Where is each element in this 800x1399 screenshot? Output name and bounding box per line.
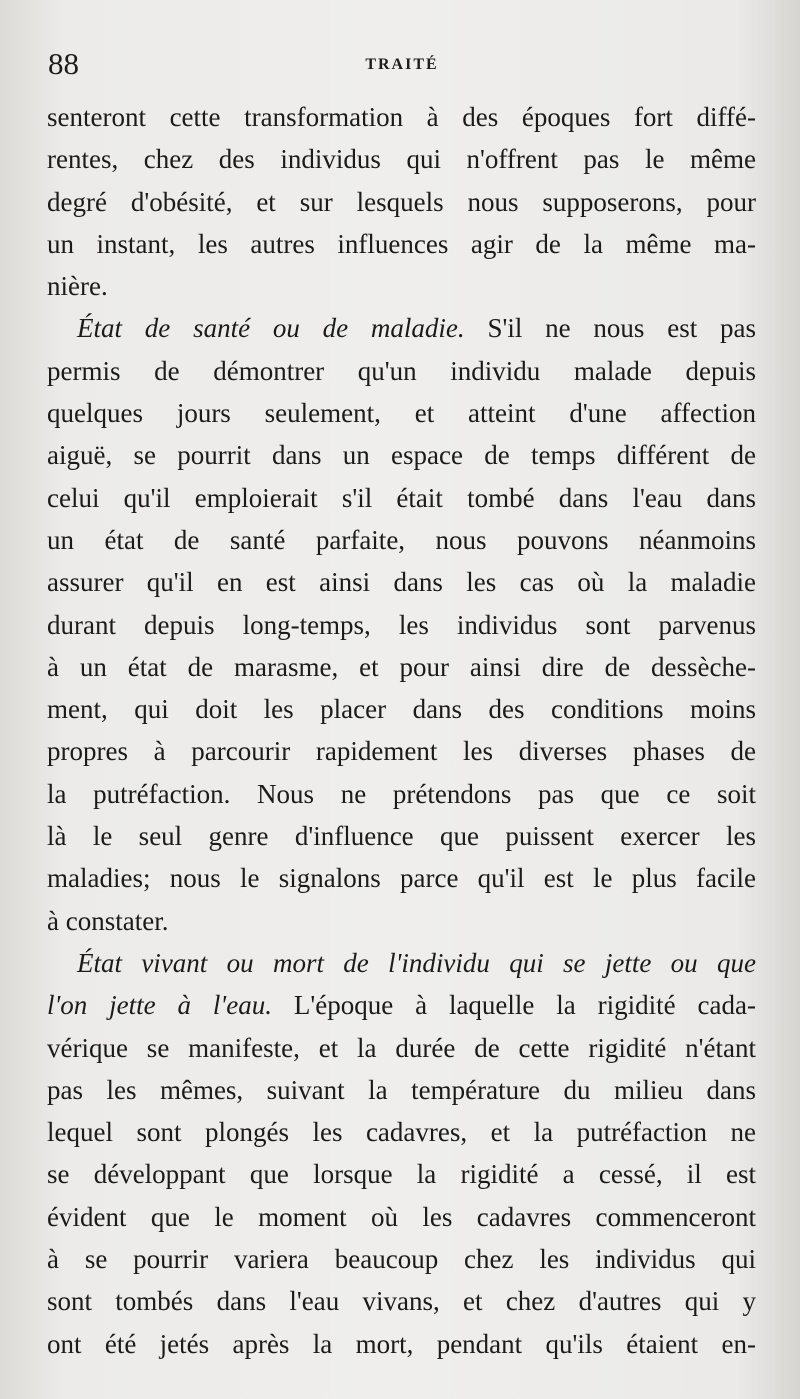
text-line: propres à parcourir rapidement les diverses phases de bbox=[47, 736, 756, 767]
text-line: évident que le moment où les cadavres commenceront bbox=[47, 1201, 756, 1232]
body-text bbox=[47, 96, 756, 1365]
text-line: rentes, chez des individus qui n'offrent pas le même bbox=[47, 144, 756, 175]
text-line: durant depuis long-temps, les individus sont parvenus bbox=[47, 609, 756, 640]
text-line: la putréfaction. Nous ne prétendons pas que ce soit bbox=[47, 778, 756, 809]
section-heading-line: l'on jette à l'eau. L'époque à laquelle la rigidité cada- bbox=[47, 990, 756, 1021]
running-head: TRAITÉ bbox=[365, 56, 439, 73]
text-line: lequel sont plongés les cadavres, et la putréfaction ne bbox=[47, 1117, 756, 1148]
text-line: à constater. bbox=[47, 905, 169, 936]
text-line: ont été jetés après la mort, pendant qu'ils étaient en- bbox=[47, 1328, 756, 1359]
text-line: ment, qui doit les placer dans des conditions moins bbox=[47, 694, 756, 725]
text-line: aiguë, se pourrit dans un espace de temps différent de bbox=[47, 440, 756, 471]
text-line: celui qu'il emploierait s'il était tombé dans l'eau dans bbox=[47, 482, 756, 513]
section-heading-line bbox=[47, 942, 756, 984]
text-line: vérique se manifeste, et la durée de cette rigidité n'étant bbox=[47, 1032, 756, 1063]
text-line: pas les mêmes, suivant la température du milieu dans bbox=[47, 1074, 756, 1105]
section-heading: État de santé ou de maladie. bbox=[77, 313, 465, 344]
text-line: là le seul genre d'influence que puissent exercer les bbox=[47, 821, 756, 852]
text-line: senteront cette transformation à des époques fort diffé- bbox=[47, 102, 756, 132]
text-line: degré d'obésité, et sur lesquels nous supposerons, pour bbox=[47, 186, 756, 217]
section-heading: État vivant ou mort de l'individu qui se jette ou que bbox=[77, 947, 756, 978]
page-header bbox=[48, 46, 756, 86]
text-line: sont tombés dans l'eau vivans, et chez d'autres qui y bbox=[47, 1286, 756, 1317]
text-line: maladies; nous le signalons parce qu'il est le plus facile bbox=[47, 863, 756, 894]
text-line: à se pourrir variera beaucoup chez les individus qui bbox=[47, 1244, 756, 1275]
text-line: nière. bbox=[47, 271, 108, 302]
text-line: un instant, les autres influences agir de la même ma- bbox=[47, 228, 756, 259]
text-line: quelques jours seulement, et atteint d'une affection bbox=[47, 398, 756, 429]
text-line: à un état de marasme, et pour ainsi dire de dessèche- bbox=[47, 651, 756, 682]
section-heading: l'on jette à l'eau. bbox=[47, 990, 272, 1021]
text-line: un état de santé parfaite, nous pouvons néanmoins bbox=[47, 524, 756, 555]
section-heading-line: État de santé ou de maladie. S'il ne nous est pas bbox=[77, 313, 756, 344]
text-line: assurer qu'il en est ainsi dans les cas où la maladie bbox=[47, 567, 756, 598]
text-line: se développant que lorsque la rigidité a cessé, il est bbox=[47, 1159, 756, 1190]
text-line: permis de démontrer qu'un individu malade depuis bbox=[47, 355, 756, 386]
page-number: 88 bbox=[48, 46, 79, 81]
